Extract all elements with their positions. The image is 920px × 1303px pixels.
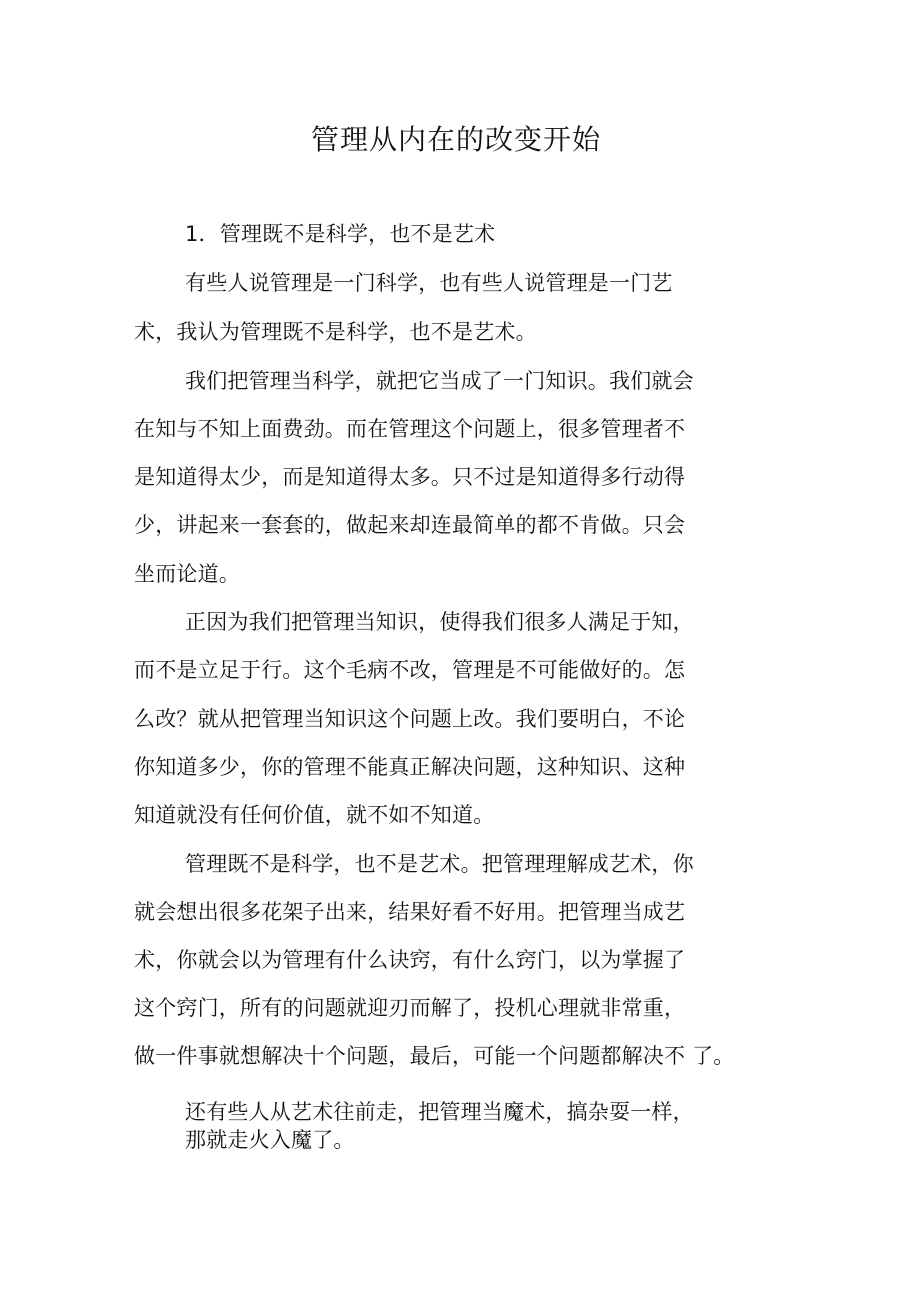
document-title: 管理从内在的改变开始: [310, 123, 601, 156]
paragraph-line: 在知与不知上面费劲。而在管理这个问题上，很多管理者不: [134, 417, 686, 441]
paragraph-line: 知道就没有任何价值，就不如不知道。: [134, 803, 495, 827]
paragraph-line: 做一件事就想解决十个问题，最后，可能一个问题都解决不 了。: [134, 1044, 735, 1068]
paragraph-line: 而不是立足于行。这个毛病不改，管理是不可能做好的。怎: [134, 658, 686, 682]
paragraph-line: 有些人说管理是一门科学，也有些人说管理是一门艺: [185, 271, 673, 295]
paragraph-line: 术，我认为管理既不是科学，也不是艺术。: [134, 320, 537, 344]
paragraph-line: 你知道多少，你的管理不能真正解决问题，这种知识、这种: [134, 755, 686, 779]
paragraph-line: 那就走火入魔了。: [185, 1128, 355, 1152]
paragraph-line: 管理既不是科学，也不是艺术。把管理理解成艺术，你: [185, 852, 694, 876]
paragraph-line: 就会想出很多花架子出来，结果好看不好用。把管理当成艺: [134, 900, 686, 924]
paragraph-line: 术，你就会以为管理有什么诀窍，有什么窍门，以为掌握了: [134, 948, 686, 972]
paragraph-line: 少，讲起来一套套的，做起来却连最简单的都不肯做。只会: [134, 513, 686, 537]
paragraph-line: 还有些人从艺术往前走，把管理当魔术，搞杂耍一样，: [185, 1100, 694, 1124]
paragraph-line: 坐而论道。: [134, 562, 240, 586]
paragraph-line: 我们把管理当科学，就把它当成了一门知识。我们就会: [185, 369, 694, 393]
paragraph-line: 这个窍门，所有的问题就迎刃而解了，投机心理就非常重，: [134, 996, 686, 1020]
paragraph-line: 是知道得太少，而是知道得太多。只不过是知道得多行动得: [134, 465, 686, 489]
section-heading: 1．管理既不是科学，也不是艺术: [185, 222, 496, 246]
paragraph-line: 正因为我们把管理当知识，使得我们很多人满足于知，: [185, 610, 694, 634]
paragraph-line: 么改？就从把管理当知识这个问题上改。我们要明白，不论: [134, 707, 686, 731]
